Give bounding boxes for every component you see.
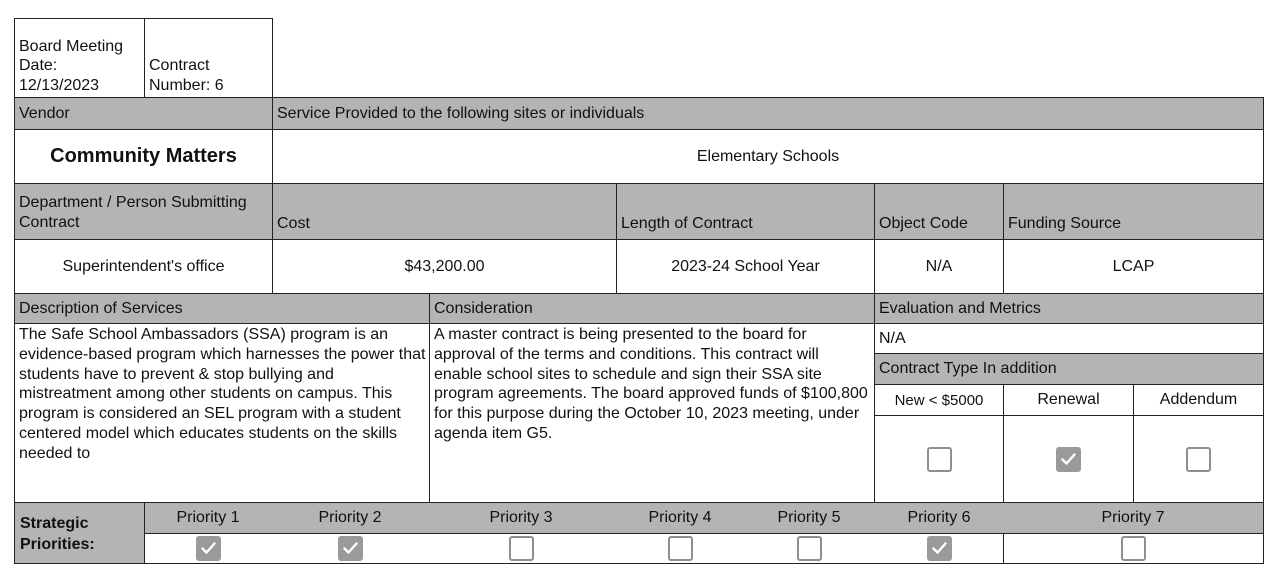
description-label: Description of Services xyxy=(14,293,430,324)
priority-4-checkbox[interactable] xyxy=(668,536,693,561)
length-label: Length of Contract xyxy=(616,183,875,240)
priority-6-checkbox[interactable] xyxy=(927,536,952,561)
service-value: Elementary Schools xyxy=(272,129,1264,184)
department-value: Superintendent's office xyxy=(14,239,273,294)
description-text: The Safe School Ambassadors (SSA) program is an evidence-based program which harnesses the power that students have to prevent & stop bullying and mistreatment among other students on campus. This program is considered an SEL program with a student centered model which educates students on the skills needed to xyxy=(14,323,430,503)
board-meeting-date: Board Meeting Date: 12/13/2023 xyxy=(14,18,145,98)
strategic-priorities-label: Strategic Priorities: xyxy=(14,502,145,564)
evaluation-label: Evaluation and Metrics xyxy=(874,293,1264,324)
contract-type-new-cell xyxy=(874,415,1004,503)
evaluation-value: N/A xyxy=(874,323,1264,354)
contract-type-renewal-cell xyxy=(1003,415,1134,503)
department-label: Department / Person Submitting Contract xyxy=(14,183,273,240)
length-value: 2023-24 School Year xyxy=(616,239,875,294)
contract-type-renewal-label: Renewal xyxy=(1003,384,1134,416)
consideration-label: Consideration xyxy=(429,293,875,324)
priority-7-checkbox[interactable] xyxy=(1121,536,1146,561)
funding-source-value: LCAP xyxy=(1003,239,1264,294)
priority-5-label: Priority 5 xyxy=(777,509,841,526)
contract-type-label: Contract Type In addition xyxy=(874,353,1264,385)
priority-2-checkbox[interactable] xyxy=(338,536,363,561)
contract-type-addendum-label: Addendum xyxy=(1133,384,1264,416)
vendor-name: Community Matters xyxy=(14,129,273,184)
priority-4-label: Priority 4 xyxy=(648,509,712,526)
priority-3-label: Priority 3 xyxy=(489,509,553,526)
object-code-label: Object Code xyxy=(874,183,1004,240)
contract-type-new-label: New < $5000 xyxy=(874,384,1004,416)
priority-6-label: Priority 6 xyxy=(907,509,971,526)
service-label: Service Provided to the following sites or individuals xyxy=(272,97,1264,130)
priority-3-checkbox[interactable] xyxy=(509,536,534,561)
contract-type-addendum-checkbox[interactable] xyxy=(1186,447,1211,472)
priority-2-label: Priority 2 xyxy=(318,509,382,526)
priority-1-label: Priority 1 xyxy=(176,509,240,526)
consideration-text: A master contract is being presented to the board for approval of the terms and conditions. This contract will enable school sites to schedule and sign their SSA site program agreements. The board approved funds of $100,800 for this purpose during the October 10, 2023 meeting, under agenda item G5. xyxy=(429,323,875,503)
priority-1-checkbox[interactable] xyxy=(196,536,221,561)
cost-value: $43,200.00 xyxy=(272,239,617,294)
cost-label: Cost xyxy=(272,183,617,240)
object-code-value: N/A xyxy=(874,239,1004,294)
contract-type-addendum-cell xyxy=(1133,415,1264,503)
vendor-label: Vendor xyxy=(14,97,273,130)
priority-5-checkbox[interactable] xyxy=(797,536,822,561)
contract-number: Contract Number: 6 xyxy=(144,18,273,98)
contract-type-new-checkbox[interactable] xyxy=(927,447,952,472)
funding-source-label: Funding Source xyxy=(1003,183,1264,240)
contract-type-renewal-checkbox[interactable] xyxy=(1056,447,1081,472)
priority-7-label: Priority 7 xyxy=(1101,509,1165,526)
